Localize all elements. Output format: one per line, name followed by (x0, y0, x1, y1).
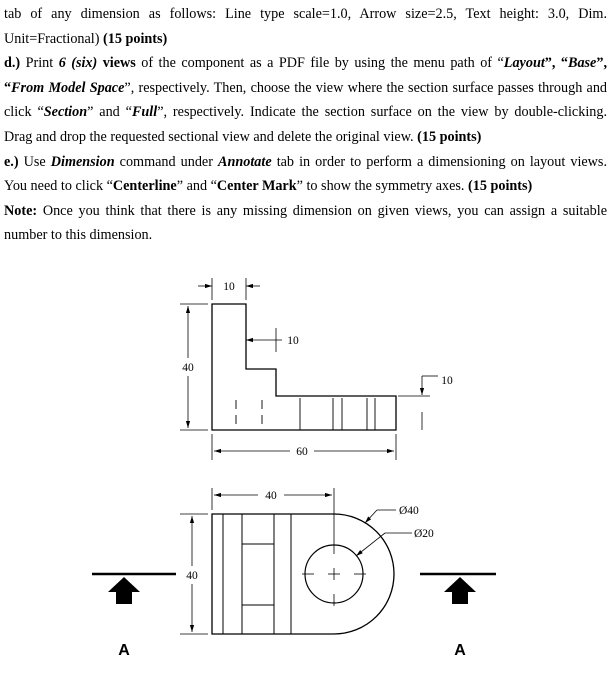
command-term-dimension: Dimension (50, 153, 115, 170)
text-run: command under (114, 153, 219, 170)
tab-term-annotate: Annotate (218, 153, 272, 170)
front-view-hidden-lines (236, 400, 262, 428)
menu-term-layout: Layout (503, 55, 545, 72)
emphasis-views: views (97, 55, 136, 72)
text-run: Use (18, 153, 51, 170)
option-term-center-mark: Center Mark (216, 178, 297, 195)
dim-label-total-length: 60 (296, 446, 308, 458)
dim-label-hole-diameter: Ø20 (414, 528, 434, 540)
dim-label-upright-thickness: 10 (287, 335, 299, 347)
dim-upright-thickness (246, 328, 282, 352)
text-run: Print (20, 55, 59, 72)
text-run: ”, respectively. Indicate the section surface on the view by double-clicking. Drag and drop the requested sectional view and delete the original view. (4, 104, 607, 145)
front-view (180, 278, 453, 460)
emphasis-count: 6 (six) (58, 55, 98, 72)
quote-sep: ”, “ (4, 55, 607, 96)
points-label: (15 points) (417, 128, 482, 145)
text-run: tab in order to perform a dimensioning on layout views. You need to click “ (4, 153, 607, 195)
text-run: ”, respectively. Then, choose the view where the section surface passes through and click “ (4, 79, 608, 121)
top-view (92, 488, 496, 659)
points-label: (15 points) (468, 178, 533, 195)
dim-label-left-height: 40 (182, 362, 194, 374)
front-view-outline (212, 304, 396, 430)
text-run: ” to show the symmetry axes. (296, 178, 469, 195)
leader-outer-diameter (365, 510, 396, 523)
quote-sep: ”, “ (544, 55, 568, 72)
text-run: of the component as a PDF file by using the menu path of “ (135, 55, 504, 72)
item-label: e.) (4, 153, 19, 170)
text-run: ” and “ (87, 104, 132, 121)
dim-label-top-width-40: 40 (265, 490, 277, 502)
item-label: d.) (4, 55, 21, 72)
front-view-inner-lines (300, 398, 375, 430)
section-label-right: A (454, 642, 466, 659)
dim-label-top-width: 10 (223, 281, 235, 293)
section-label-left: A (118, 642, 130, 659)
leader-hole-diameter (356, 533, 412, 556)
menu-term-full: Full (131, 104, 158, 121)
menu-term-from-model-space: From Model Space (11, 79, 125, 96)
menu-term-base: Base (567, 55, 597, 72)
text-run: ” and “ (176, 178, 217, 195)
option-term-centerline: Centerline (112, 178, 177, 195)
section-line-left (92, 574, 176, 604)
dim-label-top-depth: 40 (186, 570, 198, 582)
text-run: Once you think that there is any missing dimension on given views, you can assign a suitable number to this dimension. (4, 202, 607, 244)
dim-base-thickness (398, 376, 438, 430)
section-line-right (420, 574, 496, 604)
dim-label-base-thickness: 10 (441, 375, 453, 387)
center-mark (302, 542, 366, 606)
menu-term-section: Section (43, 104, 88, 121)
text-run: tab of any dimension as follows: Line type scale=1.0, Arrow size=2.5, Text height: 3.0, Dim. Unit=Fractional) (4, 6, 607, 47)
points-label: (15 points) (103, 30, 168, 47)
top-view-inner-lines (223, 514, 291, 634)
note-label: Note: (4, 202, 38, 219)
dim-label-outer-diameter: Ø40 (399, 505, 419, 517)
